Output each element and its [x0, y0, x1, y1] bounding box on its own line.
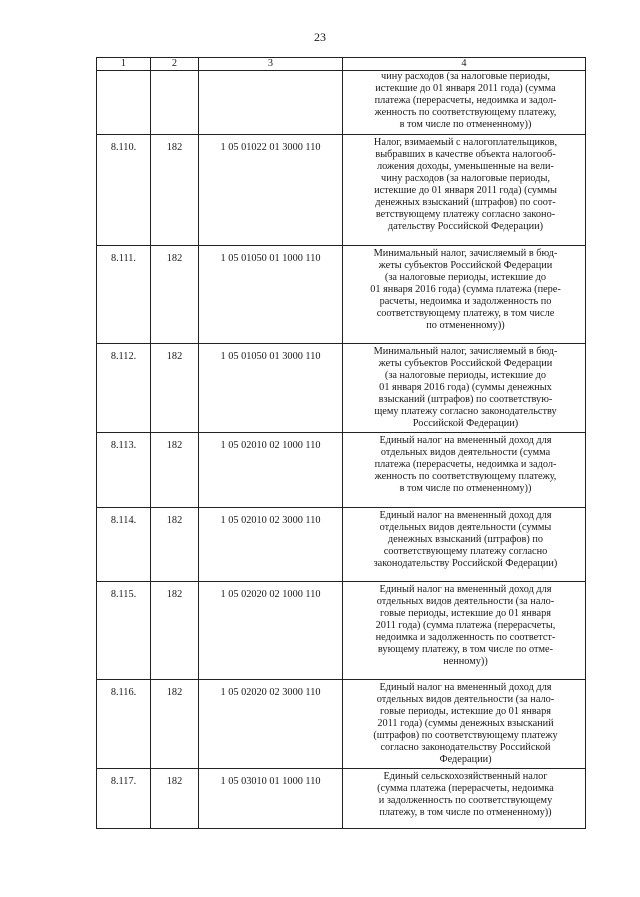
header-col-4: 4 — [343, 58, 586, 71]
description-line: щему платежу согласно законодательству — [374, 406, 557, 417]
table-header-row — [97, 58, 586, 71]
description-line: жеты субъектов Российской Федерации — [378, 358, 553, 369]
description-line: чину расходов (за налоговые периоды, — [381, 71, 550, 82]
description-line: 01 января 2016 года) (суммы денежных — [379, 382, 552, 393]
description-line: в том числе по отмененному)) — [399, 483, 532, 494]
table-row — [97, 433, 586, 508]
budget-codes-table — [96, 57, 586, 829]
table-row — [97, 508, 586, 582]
description-line: недоимка и задолженность по соответст- — [375, 632, 556, 643]
description-line: говые периоды, истекшие до 01 января — [380, 608, 551, 619]
page-number: 23 — [314, 30, 326, 44]
description-line: денежных взысканий (штрафов) по — [387, 534, 544, 545]
row-number: 8.110. — [97, 135, 151, 246]
row-number: 8.112. — [97, 344, 151, 433]
description-line: чину расходов (за налоговые периоды, — [381, 173, 550, 184]
row-number: 8.114. — [97, 508, 151, 582]
income-description — [343, 135, 586, 246]
description-line: ветствующему платежу согласно законо- — [375, 209, 556, 220]
description-line: денежных взысканий (штрафов) по соот- — [375, 197, 556, 208]
description-line: законодательству Российской Федерации) — [373, 558, 558, 569]
budget-classification-code: 1 05 02010 02 1000 110 — [199, 433, 343, 508]
row-number: 8.111. — [97, 246, 151, 344]
budget-classification-code: 1 05 02020 02 3000 110 — [199, 680, 343, 769]
table-row — [97, 680, 586, 769]
description-line: (за налоговые периоды, истекшие до — [384, 370, 547, 381]
description-line: Налог, взимаемый с налогоплательщиков, — [373, 137, 558, 148]
description-line: 2011 года) (сумма платежа (перерасчеты, — [375, 620, 556, 631]
description-line: Единый налог на вмененный доход для — [379, 435, 552, 446]
income-description — [343, 344, 586, 433]
description-line: Минимальный налог, зачисляемый в бюд- — [373, 346, 558, 357]
budget-classification-code: 1 05 02010 02 3000 110 — [199, 508, 343, 582]
description-line: отдельных видов деятельности (сумма — [380, 447, 551, 458]
description-line: и задолженность по соответствующему — [378, 795, 553, 806]
description-line: истекшие до 01 января 2011 года) (сумма — [375, 83, 556, 94]
description-line: взысканий (штрафов) по соответствую- — [378, 394, 553, 405]
admin-code: 182 — [151, 582, 199, 680]
description-line: (штрафов) по соответствующему платежу — [373, 730, 558, 741]
admin-code: 182 — [151, 135, 199, 246]
income-description — [343, 71, 586, 135]
row-number: 8.116. — [97, 680, 151, 769]
description-line: отдельных видов деятельности (за нало- — [376, 694, 555, 705]
description-line: Единый налог на вмененный доход для — [379, 510, 552, 521]
description-line: Российской Федерации) — [412, 418, 519, 429]
description-line: вующему платежу, в том числе по отме- — [377, 644, 554, 655]
description-line: дательству Российской Федерации) — [387, 221, 544, 232]
description-line: истекшие до 01 января 2011 года) (суммы — [374, 185, 557, 196]
description-line: Единый налог на вмененный доход для — [379, 682, 552, 693]
description-line: платежа (перерасчеты, недоимка и задол- — [374, 459, 557, 470]
description-line: (за налоговые периоды, истекшие до — [384, 272, 547, 283]
header-col-1: 1 — [97, 58, 151, 71]
description-line: расчеты, недоимка и задолженность по — [379, 296, 552, 307]
description-line: соответствующему платежу, в том числе — [376, 308, 555, 319]
row-number: 8.113. — [97, 433, 151, 508]
income-description — [343, 582, 586, 680]
description-line: Федерации) — [439, 754, 492, 765]
budget-classification-code: 1 05 03010 01 1000 110 — [199, 769, 343, 829]
budget-classification-code: 1 05 02020 02 1000 110 — [199, 582, 343, 680]
description-line: в том числе по отмененному)) — [399, 119, 532, 130]
description-line: платежу, в том числе по отмененному)) — [379, 807, 552, 818]
table-row — [97, 769, 586, 829]
income-description — [343, 769, 586, 829]
table-body — [97, 71, 586, 829]
description-line: говые периоды, истекшие до 01 января — [380, 706, 551, 717]
description-line: (сумма платежа (перерасчеты, недоимка — [377, 783, 554, 794]
header-col-3: 3 — [199, 58, 343, 71]
admin-code: 182 — [151, 246, 199, 344]
table-row — [97, 582, 586, 680]
row-number: 8.117. — [97, 769, 151, 829]
admin-code: 182 — [151, 433, 199, 508]
budget-classification-code: 1 05 01050 01 1000 110 — [199, 246, 343, 344]
admin-code: 182 — [151, 508, 199, 582]
description-line: жеты субъектов Российской Федерации — [378, 260, 553, 271]
budget-classification-code — [199, 71, 343, 135]
budget-classification-code: 1 05 01050 01 3000 110 — [199, 344, 343, 433]
description-line: соответствующему платежу согласно — [383, 546, 548, 557]
table-row — [97, 344, 586, 433]
table-row — [97, 246, 586, 344]
header-col-2: 2 — [151, 58, 199, 71]
description-line: 2011 года) (суммы денежных взысканий — [377, 718, 554, 729]
admin-code: 182 — [151, 680, 199, 769]
row-number — [97, 71, 151, 135]
income-description — [343, 433, 586, 508]
income-description — [343, 508, 586, 582]
description-line: женность по соответствующему платежу, — [374, 471, 557, 482]
description-line: ложения доходы, уменьшенные на вели- — [377, 161, 554, 172]
description-line: женность по соответствующему платежу, — [374, 107, 557, 118]
description-line: по отмененному)) — [426, 320, 505, 331]
income-description — [343, 680, 586, 769]
description-line: Единый налог на вмененный доход для — [379, 584, 552, 595]
admin-code: 182 — [151, 344, 199, 433]
budget-classification-code: 1 05 01022 01 3000 110 — [199, 135, 343, 246]
description-line: выбравших в качестве объекта налогооб- — [375, 149, 556, 160]
admin-code: 182 — [151, 769, 199, 829]
income-description — [343, 246, 586, 344]
description-line: ненному)) — [443, 656, 488, 667]
row-number: 8.115. — [97, 582, 151, 680]
description-line: отдельных видов деятельности (за нало- — [376, 596, 555, 607]
description-line: 01 января 2016 года) (сумма платежа (пере- — [370, 284, 561, 295]
table-row — [97, 71, 586, 135]
description-line: платежа (перерасчеты, недоимка и задол- — [374, 95, 557, 106]
description-line: Минимальный налог, зачисляемый в бюд- — [373, 248, 558, 259]
description-line: Единый сельскохозяйственный налог — [383, 771, 548, 782]
description-line: отдельных видов деятельности (суммы — [379, 522, 552, 533]
table-row — [97, 135, 586, 246]
admin-code — [151, 71, 199, 135]
description-line: согласно законодательству Российской — [380, 742, 551, 753]
